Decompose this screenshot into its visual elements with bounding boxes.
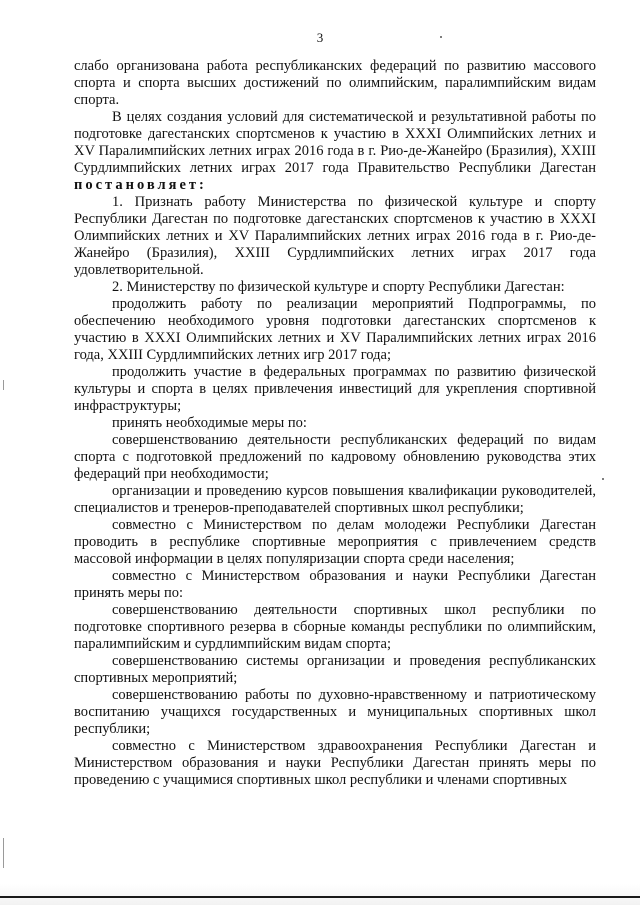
- scan-speck: [440, 36, 442, 38]
- document-body: [74, 58, 596, 789]
- paragraph: 1. Признать работу Министерства по физической культуре и спорту Республики Дагестан по подготовке дагестанских спортсменов к участию в XXXI Олимпийских летних и XV Паралимпийских летних играх 2016 года в г. Рио-де-Жанейро (Бразилия), XXIII Сурдлимпийских летних играх 2017 года удовлетворительной.: [74, 194, 596, 278]
- scan-margin-mark: [3, 838, 4, 868]
- page-number: 3: [316, 30, 324, 45]
- paragraph: продолжить работу по реализации мероприятий Подпрограммы, по обеспечению необходимого уровня подготовки дагестанских спортсменов к участию в XXXI Олимпийских летних и XV Паралимпийских летних играх 2016 года, XXIII Сурдлимпийских летних игр 2017 года;: [74, 296, 596, 363]
- paragraph: совместно с Министерством здравоохранения Республики Дагестан и Министерством образования и науки Республики Дагестан принять меры по проведению с учащимися спортивных школ республики и членами спортивных: [74, 738, 596, 788]
- paragraph: совершенствованию деятельности спортивных школ республики по подготовке спортивного резерва в сборные команды республики по олимпийским, паралимпийским и сурдлимпийским видам спорта;: [74, 602, 596, 652]
- paragraph: совершенствованию системы организации и проведения республиканских спортивных мероприятий;: [74, 653, 596, 686]
- paragraph: совершенствованию работы по духовно-нравственному и патриотическому воспитанию учащихся государственных и муниципальных спортивных школ республики;: [74, 687, 596, 737]
- paragraph-text: В целях создания условий для систематической и результативной работы по подготовке дагестанских спортсменов к участию в XXXI Олимпийских летних и XV Паралимпийских летних играх 2016 года в г. Рио-де-Жанейро (Бразилия), XXIII Сурдлимпийских летних играх 2017 года Правительство Республики Дагестан: [74, 109, 596, 176]
- paragraph: совершенствованию деятельности республиканских федераций по видам спорта с подготовкой предложений по кадровому обновлению руководства этих федераций при необходимости;: [74, 432, 596, 482]
- scan-bottom-shadow: [0, 884, 640, 905]
- scan-margin-mark: [3, 380, 4, 390]
- scan-bottom-edge: [0, 896, 640, 898]
- decree-keyword: постановляет:: [74, 177, 207, 193]
- paragraph: совместно с Министерством по делам молодежи Республики Дагестан проводить в республике спортивные мероприятия с привлечением средств массовой информации в целях популяризации спорта среди населения;: [74, 517, 596, 567]
- paragraph: принять необходимые меры по:: [112, 415, 307, 431]
- paragraph: продолжить участие в федеральных программах по развитию физической культуры и спорта в целях привлечения инвестиций для укрепления спортивной инфраструктуры;: [74, 364, 596, 414]
- paragraph: организации и проведению курсов повышения квалификации руководителей, специалистов и тренеров-преподавателей спортивных школ республики;: [74, 483, 596, 516]
- scan-speck: [602, 478, 604, 480]
- paragraph: 2. Министерству по физической культуре и спорту Республики Дагестан:: [112, 279, 565, 295]
- paragraph: слабо организована работа республиканских федераций по развитию массового спорта и спорта высших достижений по олимпийским, паралимпийским видам спорта.: [74, 58, 596, 108]
- paragraph: [74, 109, 596, 194]
- paragraph: совместно с Министерством образования и науки Республики Дагестан принять меры по:: [74, 568, 596, 601]
